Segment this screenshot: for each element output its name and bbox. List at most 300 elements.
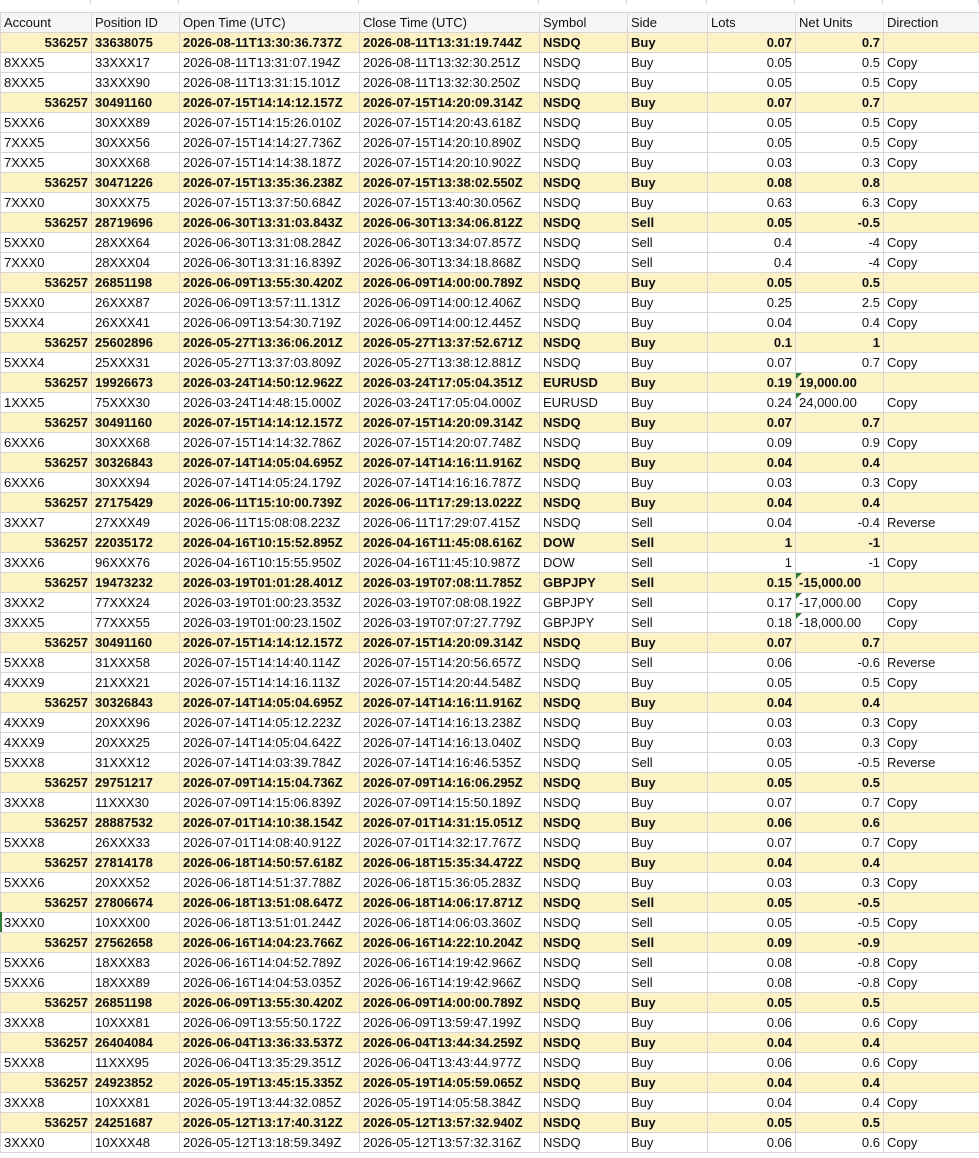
position-id-cell[interactable]: [92, 193, 180, 213]
lots-cell[interactable]: [708, 633, 796, 653]
net-units-cell[interactable]: [796, 893, 884, 913]
net-units-cell[interactable]: [796, 273, 884, 293]
net-units-cell[interactable]: [796, 493, 884, 513]
net-units-cell[interactable]: [796, 513, 884, 533]
symbol-cell[interactable]: [540, 773, 628, 793]
close-time-cell[interactable]: [360, 733, 540, 753]
close-time-cell[interactable]: [360, 513, 540, 533]
close-time-cell[interactable]: [360, 453, 540, 473]
position-id-cell[interactable]: [92, 373, 180, 393]
side-cell[interactable]: [628, 1073, 708, 1093]
summary-row[interactable]: [1, 693, 979, 713]
net-units-cell[interactable]: [796, 353, 884, 373]
side-cell[interactable]: [628, 33, 708, 53]
net-units-cell[interactable]: [796, 213, 884, 233]
table-row[interactable]: [1, 653, 979, 673]
open-time-cell[interactable]: [180, 813, 360, 833]
position-id-cell[interactable]: [92, 533, 180, 553]
lots-cell[interactable]: [708, 93, 796, 113]
symbol-cell[interactable]: [540, 873, 628, 893]
side-cell[interactable]: [628, 233, 708, 253]
summary-row[interactable]: [1, 93, 979, 113]
account-cell[interactable]: [1, 973, 92, 993]
lots-cell[interactable]: [708, 253, 796, 273]
direction-cell[interactable]: [884, 593, 979, 613]
net-units-cell[interactable]: [796, 233, 884, 253]
open-time-cell[interactable]: [180, 173, 360, 193]
side-cell[interactable]: [628, 793, 708, 813]
close-time-cell[interactable]: [360, 993, 540, 1013]
account-cell[interactable]: [1, 993, 92, 1013]
side-cell[interactable]: [628, 973, 708, 993]
summary-row[interactable]: [1, 633, 979, 653]
side-cell[interactable]: [628, 873, 708, 893]
open-time-cell[interactable]: [180, 133, 360, 153]
net-units-cell[interactable]: [796, 833, 884, 853]
lots-cell[interactable]: [708, 853, 796, 873]
side-cell[interactable]: [628, 853, 708, 873]
open-time-cell[interactable]: [180, 93, 360, 113]
close-time-cell[interactable]: [360, 473, 540, 493]
open-time-cell[interactable]: [180, 653, 360, 673]
open-time-cell[interactable]: [180, 73, 360, 93]
side-cell[interactable]: [628, 833, 708, 853]
position-id-cell[interactable]: [92, 333, 180, 353]
side-cell[interactable]: [628, 773, 708, 793]
side-cell[interactable]: [628, 173, 708, 193]
close-time-cell[interactable]: [360, 973, 540, 993]
symbol-cell[interactable]: [540, 253, 628, 273]
side-cell[interactable]: [628, 193, 708, 213]
position-id-cell[interactable]: [92, 233, 180, 253]
net-units-cell[interactable]: [796, 693, 884, 713]
lots-cell[interactable]: [708, 153, 796, 173]
open-time-cell[interactable]: [180, 373, 360, 393]
position-id-cell[interactable]: [92, 713, 180, 733]
lots-cell[interactable]: [708, 1053, 796, 1073]
account-cell[interactable]: [1, 333, 92, 353]
account-cell[interactable]: [1, 473, 92, 493]
open-time-cell[interactable]: [180, 233, 360, 253]
open-time-cell[interactable]: [180, 793, 360, 813]
close-time-cell[interactable]: [360, 1133, 540, 1153]
direction-cell[interactable]: [884, 933, 979, 953]
table-row[interactable]: [1, 1093, 979, 1113]
position-id-cell[interactable]: [92, 933, 180, 953]
open-time-cell[interactable]: [180, 1073, 360, 1093]
net-units-cell[interactable]: [796, 153, 884, 173]
close-time-cell[interactable]: [360, 853, 540, 873]
net-units-cell[interactable]: [796, 733, 884, 753]
direction-cell[interactable]: [884, 653, 979, 673]
direction-cell[interactable]: [884, 253, 979, 273]
symbol-cell[interactable]: [540, 33, 628, 53]
net-units-cell[interactable]: [796, 613, 884, 633]
side-cell[interactable]: [628, 1133, 708, 1153]
position-id-cell[interactable]: [92, 113, 180, 133]
account-cell[interactable]: [1, 433, 92, 453]
table-row[interactable]: [1, 733, 979, 753]
side-cell[interactable]: [628, 413, 708, 433]
position-id-cell[interactable]: [92, 253, 180, 273]
symbol-cell[interactable]: [540, 373, 628, 393]
close-time-cell[interactable]: [360, 1033, 540, 1053]
direction-cell[interactable]: [884, 753, 979, 773]
symbol-cell[interactable]: [540, 1013, 628, 1033]
side-cell[interactable]: [628, 893, 708, 913]
side-cell[interactable]: [628, 393, 708, 413]
direction-cell[interactable]: [884, 693, 979, 713]
close-time-cell[interactable]: [360, 313, 540, 333]
net-units-cell[interactable]: [796, 913, 884, 933]
summary-row[interactable]: [1, 573, 979, 593]
account-cell[interactable]: [1, 113, 92, 133]
close-time-cell[interactable]: [360, 213, 540, 233]
close-time-cell[interactable]: [360, 413, 540, 433]
open-time-cell[interactable]: [180, 1093, 360, 1113]
side-cell[interactable]: [628, 653, 708, 673]
account-cell[interactable]: [1, 913, 92, 933]
close-time-cell[interactable]: [360, 633, 540, 653]
symbol-cell[interactable]: [540, 73, 628, 93]
account-cell[interactable]: [1, 853, 92, 873]
position-id-cell[interactable]: [92, 293, 180, 313]
position-id-cell[interactable]: [92, 133, 180, 153]
net-units-cell[interactable]: [796, 73, 884, 93]
symbol-cell[interactable]: [540, 633, 628, 653]
position-id-cell[interactable]: [92, 313, 180, 333]
lots-cell[interactable]: [708, 933, 796, 953]
position-id-cell[interactable]: [92, 1013, 180, 1033]
direction-cell[interactable]: [884, 1013, 979, 1033]
open-time-cell[interactable]: [180, 613, 360, 633]
net-units-cell[interactable]: [796, 1053, 884, 1073]
table-row[interactable]: [1, 753, 979, 773]
direction-cell[interactable]: [884, 73, 979, 93]
symbol-cell[interactable]: [540, 133, 628, 153]
direction-cell[interactable]: [884, 353, 979, 373]
symbol-cell[interactable]: [540, 593, 628, 613]
account-cell[interactable]: [1, 753, 92, 773]
close-time-cell[interactable]: [360, 673, 540, 693]
side-cell[interactable]: [628, 433, 708, 453]
net-units-cell[interactable]: [796, 413, 884, 433]
net-units-cell[interactable]: [796, 33, 884, 53]
position-id-cell[interactable]: [92, 893, 180, 913]
summary-row[interactable]: [1, 213, 979, 233]
summary-row[interactable]: [1, 173, 979, 193]
open-time-cell[interactable]: [180, 313, 360, 333]
side-cell[interactable]: [628, 113, 708, 133]
position-id-cell[interactable]: [92, 653, 180, 673]
lots-cell[interactable]: [708, 993, 796, 1013]
position-id-cell[interactable]: [92, 173, 180, 193]
close-time-cell[interactable]: [360, 433, 540, 453]
lots-cell[interactable]: [708, 973, 796, 993]
side-cell[interactable]: [628, 533, 708, 553]
direction-cell[interactable]: [884, 293, 979, 313]
net-units-cell[interactable]: [796, 633, 884, 653]
side-cell[interactable]: [628, 53, 708, 73]
symbol-cell[interactable]: [540, 693, 628, 713]
net-units-cell[interactable]: [796, 853, 884, 873]
position-id-cell[interactable]: [92, 93, 180, 113]
open-time-cell[interactable]: [180, 353, 360, 373]
direction-cell[interactable]: [884, 393, 979, 413]
lots-cell[interactable]: [708, 953, 796, 973]
symbol-cell[interactable]: [540, 1133, 628, 1153]
lots-cell[interactable]: [708, 293, 796, 313]
direction-cell[interactable]: [884, 533, 979, 553]
position-id-cell[interactable]: [92, 353, 180, 373]
net-units-cell[interactable]: [796, 873, 884, 893]
table-row[interactable]: [1, 293, 979, 313]
direction-cell[interactable]: [884, 333, 979, 353]
side-cell[interactable]: [628, 493, 708, 513]
position-id-cell[interactable]: [92, 853, 180, 873]
open-time-cell[interactable]: [180, 633, 360, 653]
direction-cell[interactable]: [884, 633, 979, 653]
position-id-cell[interactable]: [92, 953, 180, 973]
header-open-time[interactable]: Open Time (UTC): [180, 13, 360, 33]
table-row[interactable]: [1, 913, 979, 933]
net-units-cell[interactable]: [796, 573, 884, 593]
net-units-cell[interactable]: [796, 653, 884, 673]
table-row[interactable]: [1, 353, 979, 373]
close-time-cell[interactable]: [360, 1013, 540, 1033]
position-id-cell[interactable]: [92, 153, 180, 173]
position-id-cell[interactable]: [92, 273, 180, 293]
account-cell[interactable]: [1, 393, 92, 413]
open-time-cell[interactable]: [180, 693, 360, 713]
direction-cell[interactable]: [884, 793, 979, 813]
direction-cell[interactable]: [884, 613, 979, 633]
position-id-cell[interactable]: [92, 413, 180, 433]
account-cell[interactable]: [1, 313, 92, 333]
summary-row[interactable]: [1, 1113, 979, 1133]
side-cell[interactable]: [628, 133, 708, 153]
account-cell[interactable]: [1, 813, 92, 833]
account-cell[interactable]: [1, 1053, 92, 1073]
close-time-cell[interactable]: [360, 533, 540, 553]
lots-cell[interactable]: [708, 773, 796, 793]
position-id-cell[interactable]: [92, 433, 180, 453]
account-cell[interactable]: [1, 133, 92, 153]
lots-cell[interactable]: [708, 1013, 796, 1033]
close-time-cell[interactable]: [360, 653, 540, 673]
direction-cell[interactable]: [884, 193, 979, 213]
symbol-cell[interactable]: [540, 1113, 628, 1133]
close-time-cell[interactable]: [360, 573, 540, 593]
position-id-cell[interactable]: [92, 613, 180, 633]
close-time-cell[interactable]: [360, 613, 540, 633]
table-row[interactable]: [1, 613, 979, 633]
net-units-cell[interactable]: [796, 1093, 884, 1113]
account-cell[interactable]: [1, 953, 92, 973]
side-cell[interactable]: [628, 713, 708, 733]
net-units-cell[interactable]: [796, 253, 884, 273]
table-row[interactable]: [1, 393, 979, 413]
symbol-cell[interactable]: [540, 493, 628, 513]
header-direction[interactable]: Direction: [884, 13, 979, 33]
net-units-cell[interactable]: [796, 433, 884, 453]
symbol-cell[interactable]: [540, 393, 628, 413]
open-time-cell[interactable]: [180, 33, 360, 53]
net-units-cell[interactable]: [796, 533, 884, 553]
side-cell[interactable]: [628, 993, 708, 1013]
position-id-cell[interactable]: [92, 1113, 180, 1133]
lots-cell[interactable]: [708, 73, 796, 93]
net-units-cell[interactable]: [796, 713, 884, 733]
position-id-cell[interactable]: [92, 793, 180, 813]
open-time-cell[interactable]: [180, 873, 360, 893]
account-cell[interactable]: [1, 593, 92, 613]
net-units-cell[interactable]: [796, 173, 884, 193]
side-cell[interactable]: [628, 753, 708, 773]
direction-cell[interactable]: [884, 453, 979, 473]
lots-cell[interactable]: [708, 593, 796, 613]
account-cell[interactable]: [1, 553, 92, 573]
account-cell[interactable]: [1, 413, 92, 433]
net-units-cell[interactable]: [796, 453, 884, 473]
open-time-cell[interactable]: [180, 993, 360, 1013]
direction-cell[interactable]: [884, 273, 979, 293]
symbol-cell[interactable]: [540, 313, 628, 333]
lots-cell[interactable]: [708, 373, 796, 393]
lots-cell[interactable]: [708, 173, 796, 193]
close-time-cell[interactable]: [360, 753, 540, 773]
symbol-cell[interactable]: [540, 853, 628, 873]
net-units-cell[interactable]: [796, 1113, 884, 1133]
lots-cell[interactable]: [708, 453, 796, 473]
close-time-cell[interactable]: [360, 893, 540, 913]
lots-cell[interactable]: [708, 33, 796, 53]
direction-cell[interactable]: [884, 573, 979, 593]
position-id-cell[interactable]: [92, 993, 180, 1013]
direction-cell[interactable]: [884, 813, 979, 833]
symbol-cell[interactable]: [540, 673, 628, 693]
close-time-cell[interactable]: [360, 953, 540, 973]
table-row[interactable]: [1, 193, 979, 213]
header-position-id[interactable]: Position ID: [92, 13, 180, 33]
symbol-cell[interactable]: [540, 113, 628, 133]
net-units-cell[interactable]: [796, 933, 884, 953]
position-id-cell[interactable]: [92, 473, 180, 493]
side-cell[interactable]: [628, 733, 708, 753]
symbol-cell[interactable]: [540, 213, 628, 233]
lots-cell[interactable]: [708, 893, 796, 913]
header-lots[interactable]: Lots: [708, 13, 796, 33]
close-time-cell[interactable]: [360, 933, 540, 953]
position-id-cell[interactable]: [92, 1093, 180, 1113]
table-row[interactable]: [1, 1133, 979, 1153]
account-cell[interactable]: [1, 1133, 92, 1153]
lots-cell[interactable]: [708, 733, 796, 753]
summary-row[interactable]: [1, 1033, 979, 1053]
direction-cell[interactable]: [884, 413, 979, 433]
symbol-cell[interactable]: [540, 473, 628, 493]
side-cell[interactable]: [628, 273, 708, 293]
account-cell[interactable]: [1, 1073, 92, 1093]
lots-cell[interactable]: [708, 353, 796, 373]
side-cell[interactable]: [628, 1053, 708, 1073]
account-cell[interactable]: [1, 1013, 92, 1033]
table-row[interactable]: [1, 873, 979, 893]
table-row[interactable]: [1, 793, 979, 813]
lots-cell[interactable]: [708, 613, 796, 633]
open-time-cell[interactable]: [180, 973, 360, 993]
position-id-cell[interactable]: [92, 813, 180, 833]
table-row[interactable]: [1, 153, 979, 173]
net-units-cell[interactable]: [796, 793, 884, 813]
direction-cell[interactable]: [884, 1133, 979, 1153]
summary-row[interactable]: [1, 333, 979, 353]
direction-cell[interactable]: [884, 473, 979, 493]
lots-cell[interactable]: [708, 813, 796, 833]
side-cell[interactable]: [628, 313, 708, 333]
direction-cell[interactable]: [884, 133, 979, 153]
lots-cell[interactable]: [708, 793, 796, 813]
direction-cell[interactable]: [884, 993, 979, 1013]
side-cell[interactable]: [628, 473, 708, 493]
net-units-cell[interactable]: [796, 293, 884, 313]
close-time-cell[interactable]: [360, 173, 540, 193]
position-id-cell[interactable]: [92, 1033, 180, 1053]
open-time-cell[interactable]: [180, 113, 360, 133]
lots-cell[interactable]: [708, 473, 796, 493]
side-cell[interactable]: [628, 553, 708, 573]
table-row[interactable]: [1, 113, 979, 133]
position-id-cell[interactable]: [92, 833, 180, 853]
symbol-cell[interactable]: [540, 293, 628, 313]
close-time-cell[interactable]: [360, 353, 540, 373]
direction-cell[interactable]: [884, 673, 979, 693]
side-cell[interactable]: [628, 333, 708, 353]
open-time-cell[interactable]: [180, 193, 360, 213]
direction-cell[interactable]: [884, 873, 979, 893]
direction-cell[interactable]: [884, 773, 979, 793]
position-id-cell[interactable]: [92, 693, 180, 713]
direction-cell[interactable]: [884, 1113, 979, 1133]
summary-row[interactable]: [1, 813, 979, 833]
direction-cell[interactable]: [884, 1073, 979, 1093]
symbol-cell[interactable]: [540, 353, 628, 373]
symbol-cell[interactable]: [540, 273, 628, 293]
open-time-cell[interactable]: [180, 593, 360, 613]
table-row[interactable]: [1, 673, 979, 693]
account-cell[interactable]: [1, 873, 92, 893]
net-units-cell[interactable]: [796, 953, 884, 973]
symbol-cell[interactable]: [540, 93, 628, 113]
open-time-cell[interactable]: [180, 1113, 360, 1133]
open-time-cell[interactable]: [180, 553, 360, 573]
open-time-cell[interactable]: [180, 413, 360, 433]
net-units-cell[interactable]: [796, 813, 884, 833]
direction-cell[interactable]: [884, 433, 979, 453]
net-units-cell[interactable]: [796, 333, 884, 353]
side-cell[interactable]: [628, 593, 708, 613]
direction-cell[interactable]: [884, 93, 979, 113]
header-close-time[interactable]: Close Time (UTC): [360, 13, 540, 33]
side-cell[interactable]: [628, 513, 708, 533]
table-row[interactable]: [1, 473, 979, 493]
symbol-cell[interactable]: [540, 653, 628, 673]
open-time-cell[interactable]: [180, 953, 360, 973]
open-time-cell[interactable]: [180, 733, 360, 753]
direction-cell[interactable]: [884, 213, 979, 233]
table-row[interactable]: [1, 973, 979, 993]
account-cell[interactable]: [1, 793, 92, 813]
